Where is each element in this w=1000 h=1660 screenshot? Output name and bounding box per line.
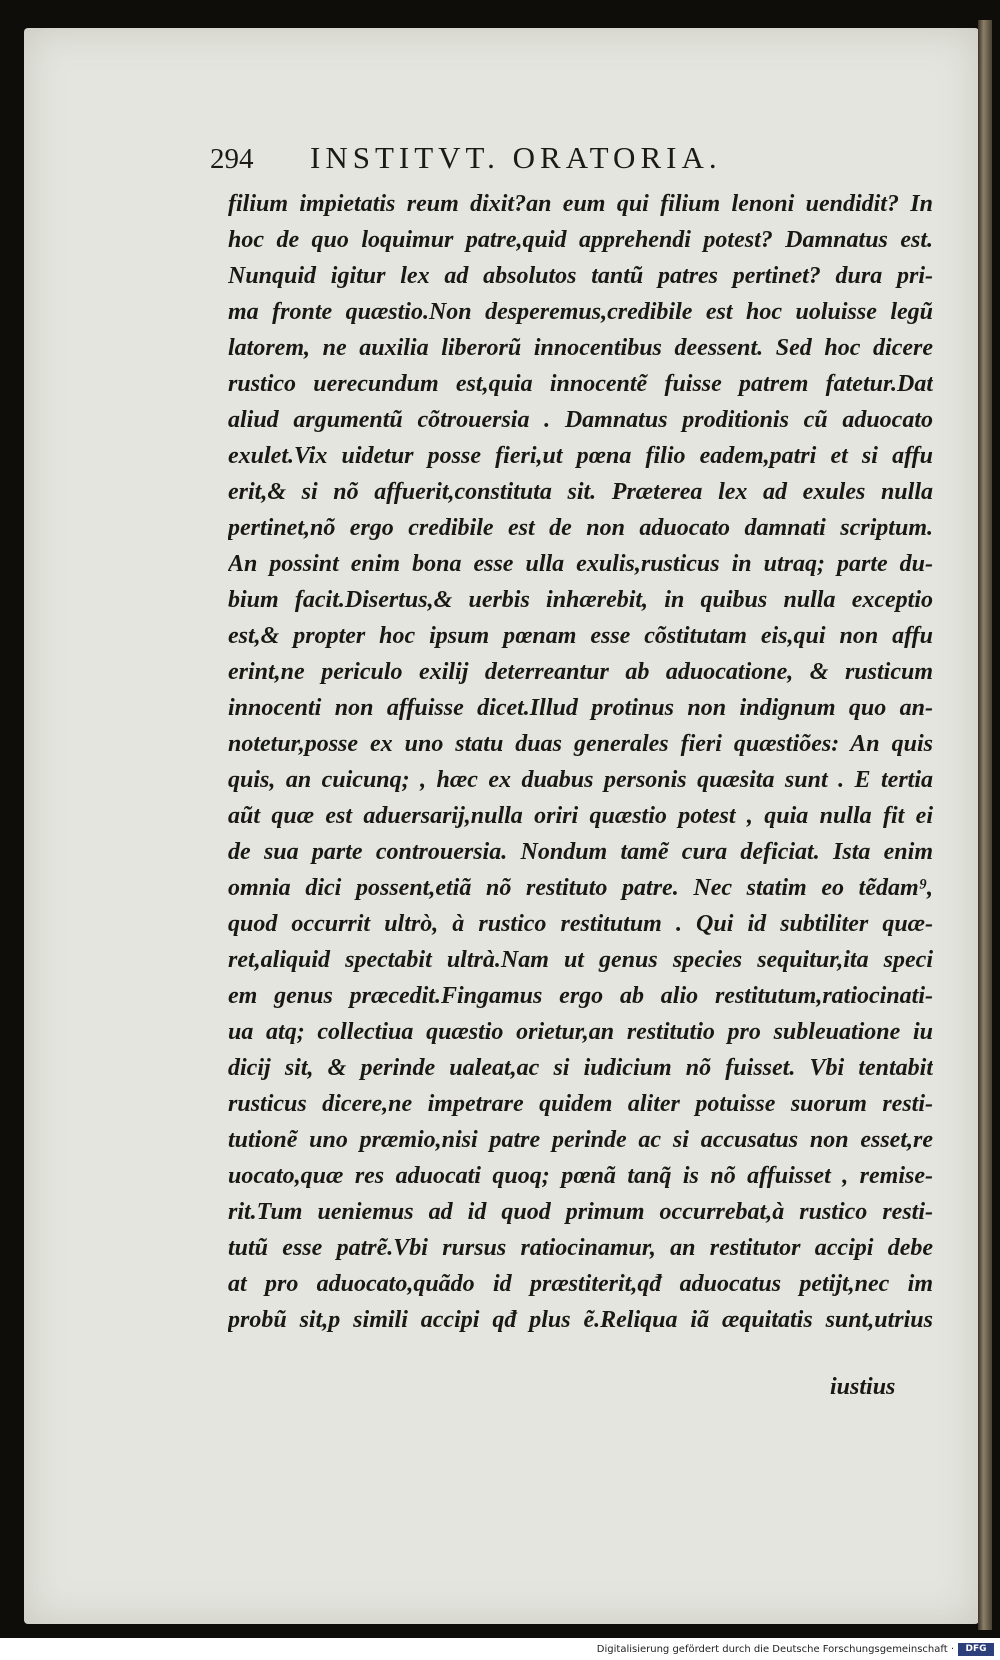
text-line: rustico uerecundum est,quia innocentẽ fuisse patrem fatetur.Dat <box>228 371 933 397</box>
page-edge <box>978 20 992 1630</box>
text-line: quod occurrit ultrò, à rustico restitutum . Qui id subtiliter quæ- <box>228 911 933 937</box>
text-line: at pro aduocato,quãdo id præstiterit,qđ aduocatus petijt,nec im <box>228 1271 933 1297</box>
text-line: innocenti non affuisse dicet.Illud protinus non indignum quo an- <box>228 695 933 721</box>
running-title: INSTITVT. ORATORIA. <box>310 140 722 175</box>
text-line: erit,& si nõ affuerit,constituta sit. Præterea lex ad exules nulla <box>228 479 933 505</box>
digitization-credit: Digitalisierung gefördert durch die Deutsche Forschungsgemeinschaft · <box>596 1644 954 1655</box>
text-line: de sua parte controuersia. Nondum tamẽ cura deficiat. Ista enim <box>228 839 933 865</box>
text-line: omnia dici possent,etiã nõ restituto patre. Nec statim eo tẽdam⁹, <box>228 875 933 901</box>
text-line: dicij sit, & perinde ualeat,ac si iudicium nõ fuisset. Vbi tentabit <box>228 1055 933 1081</box>
text-line: rit.Tum ueniemus ad id quod primum occurrebat,à rustico resti- <box>228 1199 933 1225</box>
text-line: bium facit.Disertus,& uerbis inhærebit, in quibus nulla exceptio <box>228 587 933 613</box>
text-line: ma fronte quæstio.Non desperemus,credibile est hoc uoluisse legũ <box>228 299 933 325</box>
text-block <box>228 186 933 1338</box>
text-line: hoc de quo loquimur patre,quid apprehendi potest? Damnatus est. <box>228 227 933 253</box>
text-line: An possint enim bona esse ulla exulis,rusticus in utraq; parte du- <box>228 551 933 577</box>
text-line: erint,ne periculo exilij deterreantur ab aduocatione, & rusticum <box>228 659 933 685</box>
text-line: filium impietatis reum dixit?an eum qui filium lenoni uendidit? In <box>228 191 933 217</box>
page-number: 294 <box>210 143 254 175</box>
catchword: iustius <box>830 1374 896 1400</box>
text-line: rusticus dicere,ne impetrare quidem aliter potuisse suorum resti- <box>228 1091 933 1117</box>
text-line: est,& propter hoc ipsum pœnam esse cõstitutam eis,qui non affu <box>228 623 933 649</box>
text-line: em genus præcedit.Fingamus ergo ab alio restitutum,ratiocinati- <box>228 983 933 1009</box>
text-line: probũ sit,p simili accipi qđ plus ẽ.Reliqua iã æquitatis sunt,utrius <box>228 1307 933 1333</box>
text-line: pertinet,nõ ergo credibile est de non aduocato damnati scriptum. <box>228 515 933 541</box>
text-line: aliud argumentũ cõtrouersia . Damnatus proditionis cũ aduocato <box>228 407 933 433</box>
text-line: quis, an cuicunq; , hæc ex duabus personis quæsita sunt . E tertia <box>228 767 933 793</box>
running-head <box>210 140 825 180</box>
text-line: latorem, ne auxilia liberorũ innocentibus deessent. Sed hoc dicere <box>228 335 933 361</box>
text-line: Nunquid igitur lex ad absolutos tantũ patres pertinet? dura pri- <box>228 263 933 289</box>
text-line: tutionẽ uno præmio,nisi patre perinde ac si accusatus non esset,re <box>228 1127 933 1153</box>
text-line: ua atq; collectiua quæstio orietur,an restitutio pro subleuatione iu <box>228 1019 933 1045</box>
text-line: exulet.Vix uidetur posse fieri,ut pœna filio eadem,patri et si affu <box>228 443 933 469</box>
text-line: aũt quæ est aduersarij,nulla oriri quæstio potest , quia nulla fit ei <box>228 803 933 829</box>
text-line: ret,aliquid spectabit ultrà.Nam ut genus species sequitur,ita speci <box>228 947 933 973</box>
text-line: uocato,quæ res aduocati quoq; pœnã tanq̃ is nõ affuisset , remise- <box>228 1163 933 1189</box>
text-line: tutũ esse patrẽ.Vbi rursus ratiocinamur, an restitutor accipi debe <box>228 1235 933 1261</box>
text-line: notetur,posse ex uno statu duas generales fieri quæstiões: An quis <box>228 731 933 757</box>
dfg-logo: DFG <box>958 1643 994 1656</box>
